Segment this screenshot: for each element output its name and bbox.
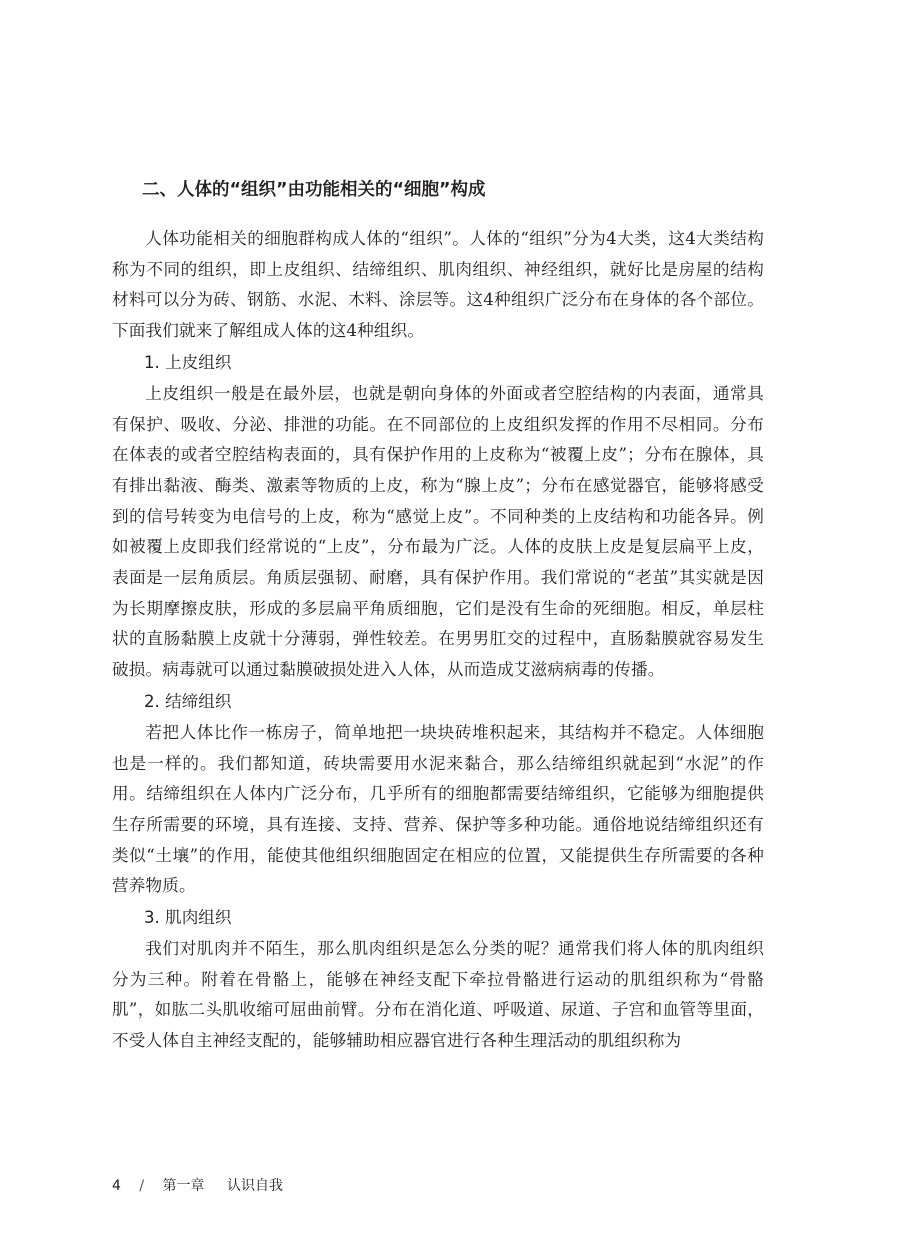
intro-paragraph: 人体功能相关的细胞群构成人体的“组织”。人体的“组织”分为4大类，这4大类结构称为不同的组织，即上皮组织、结缔组织、肌肉组织、神经组织，就好比是房屋的结构材料可以分为砖、钢筋、水泥、木料、涂层等。这4种组织广泛分布在身体的各个部位。下面我们就来了解组成人体的这4种组织。	[112, 229, 764, 341]
footer-separator: /	[139, 1178, 145, 1194]
muscle-paragraph: 我们对肌肉并不陌生，那么肌肉组织是怎么分类的呢？通常我们将人体的肌肉组织分为三种。附着在骨骼上，能够在神经支配下牵拉骨骼进行运动的肌组织称为“骨骼肌”，如肱二头肌收缩可屈曲前臂。分布在消化道、呼吸道、尿道、子宫和血管等里面，不受人体自主神经支配的，能够辅助相应器官进行各种生理活动的肌组织称为	[112, 939, 764, 1051]
subsection-heading-connective: 2. 结缔组织	[144, 691, 232, 711]
subsection-heading-epithelial: 1. 上皮组织	[144, 352, 232, 372]
section-title: 二、人体的“组织”由功能相关的“细胞”构成	[142, 180, 486, 200]
connective-paragraph: 若把人体比作一栋房子，简单地把一块块砖堆积起来，其结构并不稳定。人体细胞也是一样的。我们都知道，砖块需要用水泥来黏合，那么结缔组织就起到“水泥”的作用。结缔组织在人体内广泛分布，几乎所有的细胞都需要结缔组织，它能够为细胞提供生存所需要的环境，具有连接、支持、营养、保护等多种功能。通俗地说结缔组织还有类似“土壤”的作用，能使其他组织细胞固定在相应的位置，又能提供生存所需要的各种营养物质。	[112, 722, 764, 896]
page-footer	[112, 1176, 283, 1196]
chapter-title: 认识自我	[227, 1178, 283, 1194]
subsection-heading-muscle: 3. 肌肉组织	[144, 908, 232, 928]
page-content	[112, 170, 764, 1057]
chapter-label: 第一章	[162, 1178, 205, 1194]
page-number: 4	[112, 1178, 121, 1194]
epithelial-paragraph: 上皮组织一般是在最外层，也就是朝向身体的外面或者空腔结构的内表面，通常具有保护、吸收、分泌、排泄的功能。在不同部位的上皮组织发挥的作用不尽相同。分布在体表的或者空腔结构表面的，具有保护作用的上皮称为“被覆上皮”；分布在腺体，具有排出黏液、酶类、激素等物质的上皮，称为“腺上皮”；分布在感觉器官，能够将感受到的信号转变为电信号的上皮，称为“感觉上皮”。不同种类的上皮结构和功能各异。例如被覆上皮即我们经常说的“上皮”，分布最为广泛。人体的皮肤上皮是复层扁平上皮，表面是一层角质层。角质层强韧、耐磨，具有保护作用。我们常说的“老茧”其实就是因为长期摩擦皮肤，形成的多层扁平角质细胞，它们是没有生命的死细胞。相反，单层柱状的直肠黏膜上皮就十分薄弱，弹性较差。在男男肛交的过程中，直肠黏膜就容易发生破损。病毒就可以通过黏膜破损处进入人体，从而造成艾滋病病毒的传播。	[112, 383, 764, 680]
